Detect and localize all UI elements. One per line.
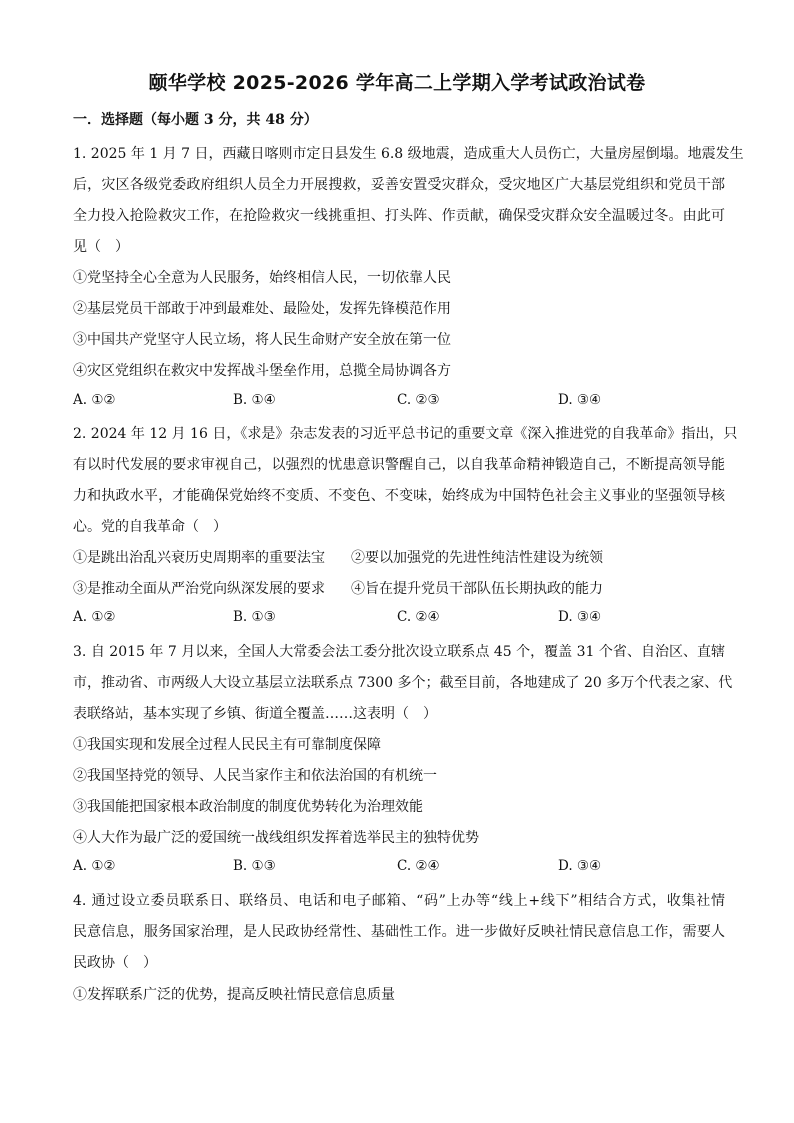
q2-item: ④旨在提升党员干部队伍长期执政的能力 <box>351 581 603 597</box>
q1-item: ④灾区党组织在救灾中发挥战斗堡垒作用，总揽全局协调各方 <box>73 363 451 379</box>
q3-item: ③我国能把国家根本政治制度的制度优势转化为治理效能 <box>73 799 423 815</box>
q2-item: ①是跳出治乱兴衰历史周期率的重要法宝 <box>73 550 325 566</box>
q4-stem-line: 民政协（ ） <box>73 955 157 971</box>
q3-item: ②我国坚持党的领导、人民当家作主和依法治国的有机统一 <box>73 768 437 784</box>
q3-stem-line: 表联络站，基本实现了乡镇、街道全覆盖……这表明（ ） <box>73 706 437 722</box>
q3-stem-line: 市，推动省、市两级人大设立基层立法联系点 7300 多个；截至目前，各地建成了 20 多万个代表之家、代 <box>73 675 733 691</box>
q2-option-c[interactable]: C. ②④ <box>397 609 440 625</box>
q3-option-a[interactable]: A. ①② <box>73 858 116 874</box>
q2-option-d[interactable]: D. ③④ <box>558 609 602 625</box>
q2-stem-line: 2. 2024 年 12 月 16 日，《求是》杂志发表的习近平总书记的重要文章《深入推进党的自我革命》指出，只 <box>73 426 738 442</box>
q1-option-c[interactable]: C. ②③ <box>397 392 440 408</box>
q3-option-b[interactable]: B. ①③ <box>233 858 276 874</box>
q1-item: ③中国共产党坚守人民立场，将人民生命财产安全放在第一位 <box>73 332 451 348</box>
q4-stem-line: 民意信息，服务国家治理，是人民政协经常性、基础性工作。进一步做好反映社情民意信息工作，需要人 <box>73 924 725 940</box>
q2-option-a[interactable]: A. ①② <box>73 609 116 625</box>
q2-item: ②要以加强党的先进性纯洁性建设为统领 <box>351 550 603 566</box>
q3-option-d[interactable]: D. ③④ <box>558 858 602 874</box>
q2-option-b[interactable]: B. ①③ <box>233 609 276 625</box>
section-heading: 一．选择题（每小题 3 分，共 48 分） <box>73 112 318 128</box>
q2-stem-line: 力和执政水平，才能确保党始终不变质、不变色、不变味，始终成为中国特色社会主义事业的坚强领导核 <box>73 488 725 504</box>
q1-item: ①党坚持全心全意为人民服务，始终相信人民，一切依靠人民 <box>73 270 451 286</box>
q3-item: ④人大作为最广泛的爱国统一战线组织发挥着选举民主的独特优势 <box>73 830 479 846</box>
q1-stem-line: 见（ ） <box>73 239 129 255</box>
q4-item: ①发挥联系广泛的优势，提高反映社情民意信息质量 <box>73 987 395 1003</box>
q4-stem-line: 4. 通过设立委员联系日、联络员、电话和电子邮箱、“码”上办等“线上+线下”相结合方式，收集社情 <box>73 893 725 909</box>
q1-item: ②基层党员干部敢于冲到最难处、最险处，发挥先锋模范作用 <box>73 301 451 317</box>
q1-stem-line: 全力投入抢险救灾工作，在抢险救灾一线挑重担、打头阵、作贡献，确保受灾群众安全温暖过冬。由此可 <box>73 208 725 224</box>
q3-option-c[interactable]: C. ②④ <box>397 858 440 874</box>
q1-stem-line: 后，灾区各级党委政府组织人员全力开展搜救，妥善安置受灾群众，受灾地区广大基层党组织和党员干部 <box>73 177 725 193</box>
q3-stem-line: 3. 自 2015 年 7 月以来，全国人大常委会法工委分批次设立联系点 45 个，覆盖 31 个省、自治区、直辖 <box>73 644 725 660</box>
q3-item: ①我国实现和发展全过程人民民主有可靠制度保障 <box>73 737 381 753</box>
q1-option-b[interactable]: B. ①④ <box>233 392 276 408</box>
q1-option-a[interactable]: A. ①② <box>73 392 116 408</box>
q2-stem-line: 心。党的自我革命（ ） <box>73 519 227 535</box>
exam-title: 颐华学校 2025-2026 学年高二上学期入学考试政治试卷 <box>148 72 646 94</box>
q2-stem-line: 有以时代发展的要求审视自己，以强烈的忧患意识警醒自己，以自我革命精神锻造自己，不断提高领导能 <box>73 457 725 473</box>
q1-option-d[interactable]: D. ③④ <box>558 392 602 408</box>
q1-stem-line: 1. 2025 年 1 月 7 日，西藏日喀则市定日县发生 6.8 级地震，造成重大人员伤亡，大量房屋倒塌。地震发生 <box>73 146 744 162</box>
q2-item: ③是推动全面从严治党向纵深发展的要求 <box>73 581 325 597</box>
